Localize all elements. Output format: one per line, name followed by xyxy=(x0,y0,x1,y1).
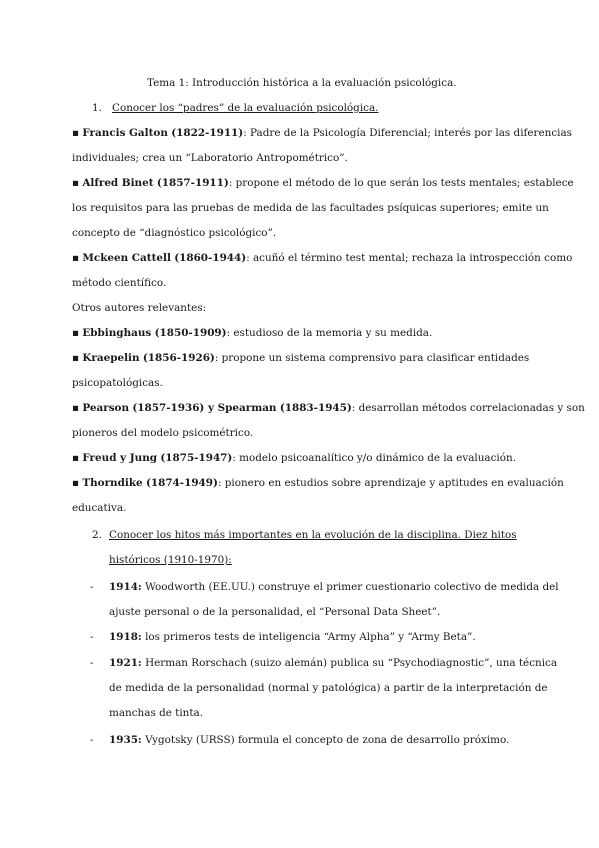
author-years: (1857-1911) xyxy=(156,177,229,189)
bullet-icon: ▪ xyxy=(72,127,80,139)
author-years: (1822-1911) xyxy=(171,127,244,139)
milestone-dash: - xyxy=(90,657,94,669)
bullet-icon: ▪ xyxy=(72,327,80,339)
section-1-number: 1. xyxy=(92,102,102,114)
milestone-text: Vygotsky (URSS) formula el concepto de zona de desarrollo próximo. xyxy=(141,734,510,746)
milestone-1935 xyxy=(109,733,509,747)
section-2-heading: Conocer los hitos más importantes en la evolución de la disciplina. Diez hitos xyxy=(109,529,517,541)
author-name: Freud y Jung xyxy=(82,452,158,464)
author-description: : pionero en estudios sobre aprendizaje y aptitudes en evaluación xyxy=(217,477,564,489)
author-entry-pearson-spearman xyxy=(72,401,585,415)
author-description-cont: método científico. xyxy=(72,277,167,289)
author-description-cont: los requisitos para las pruebas de medida de las facultades psíquicas superiores; emite un xyxy=(72,202,549,214)
author-description: : estudioso de la memoria y su medida. xyxy=(226,327,433,339)
bullet-icon: ▪ xyxy=(72,402,80,414)
author-description-cont: psicopatológicas. xyxy=(72,377,163,389)
author-description-cont: individuales; crea un “Laboratorio Antropométrico”. xyxy=(72,152,348,164)
author-entry-kraepelin xyxy=(72,351,529,365)
author-entry-freud-jung xyxy=(72,451,516,465)
section-1-heading: Conocer los “padres” de la evaluación psicológica. xyxy=(112,102,379,114)
author-description-cont: educativa. xyxy=(72,502,127,514)
milestone-year: 1921: xyxy=(109,657,142,669)
milestone-text: Herman Rorschach (suizo alemán) publica su “Psychodiagnostic”, una técnica xyxy=(141,657,558,669)
author-name: Ebbinghaus xyxy=(82,327,152,339)
others-label: Otros autores relevantes: xyxy=(72,302,207,314)
author-years: (1850-1909) xyxy=(154,327,227,339)
milestone-1921 xyxy=(109,656,557,670)
milestone-text: Woodworth (EE.UU.) construye el primer cuestionario colectivo de medida del xyxy=(141,581,559,593)
author-years-2: (1883-1945) xyxy=(279,402,352,414)
milestone-text: los primeros tests de inteligencia “Army Alpha” y “Army Beta”. xyxy=(141,631,476,643)
author-name: Thorndike xyxy=(82,477,143,489)
author-years: (1875-1947) xyxy=(160,452,233,464)
bullet-icon: ▪ xyxy=(72,352,80,364)
author-name: Francis Galton xyxy=(82,127,168,139)
author-name: Kraepelin xyxy=(82,352,140,364)
milestone-dash: - xyxy=(90,581,94,593)
section-2-number: 2. xyxy=(92,529,102,541)
author-description: : modelo psicoanalítico y/o dinámico de la evaluación. xyxy=(232,452,516,464)
milestone-1914 xyxy=(109,580,559,594)
page-title: Tema 1: Introducción histórica a la evaluación psicológica. xyxy=(147,77,457,89)
author-description: : propone un sistema comprensivo para clasificar entidades xyxy=(214,352,530,364)
author-description: : Padre de la Psicología Diferencial; interés por las diferencias xyxy=(243,127,573,139)
milestone-text-cont: ajuste personal o de la personalidad, el “Personal Data Sheet”. xyxy=(109,606,441,618)
author-years: (1860-1944) xyxy=(174,252,247,264)
bullet-icon: ▪ xyxy=(72,477,80,489)
author-name: Pearson xyxy=(82,402,130,414)
author-description: : propone el método de lo que serán los tests mentales; establece xyxy=(228,177,574,189)
section-2-heading-cont: históricos (1910-1970): xyxy=(109,554,232,566)
author-description: : desarrollan métodos correlacionadas y son xyxy=(351,402,585,414)
author-entry-thorndike xyxy=(72,476,564,490)
milestone-year: 1918: xyxy=(109,631,142,643)
author-description-cont: pioneros del modelo psicométrico. xyxy=(72,427,254,439)
author-years: (1874-1949) xyxy=(145,477,218,489)
author-name: Alfred Binet xyxy=(82,177,154,189)
milestone-year: 1935: xyxy=(109,734,142,746)
author-years: (1856-1926) xyxy=(142,352,215,364)
author-name-2: y Spearman xyxy=(204,402,277,414)
bullet-icon: ▪ xyxy=(72,452,80,464)
author-name: Mckeen Cattell xyxy=(82,252,171,264)
author-years: (1857-1936) xyxy=(132,402,205,414)
author-entry-cattell xyxy=(72,251,572,265)
milestone-dash: - xyxy=(90,631,94,643)
milestone-year: 1914: xyxy=(109,581,142,593)
milestone-text-cont: manchas de tinta. xyxy=(109,707,204,719)
bullet-icon: ▪ xyxy=(72,252,80,264)
author-description-cont: concepto de “diagnóstico psicológico”. xyxy=(72,227,277,239)
milestone-1918 xyxy=(109,630,476,644)
author-entry-ebbinghaus xyxy=(72,326,432,340)
author-entry-galton xyxy=(72,126,572,140)
bullet-icon: ▪ xyxy=(72,177,80,189)
author-description: : acuñó el término test mental; rechaza la introspección como xyxy=(246,252,573,264)
milestone-text-cont: de medida de la personalidad (normal y patológica) a partir de la interpretación de xyxy=(109,682,548,694)
author-entry-binet xyxy=(72,176,574,190)
milestone-dash: - xyxy=(90,734,94,746)
